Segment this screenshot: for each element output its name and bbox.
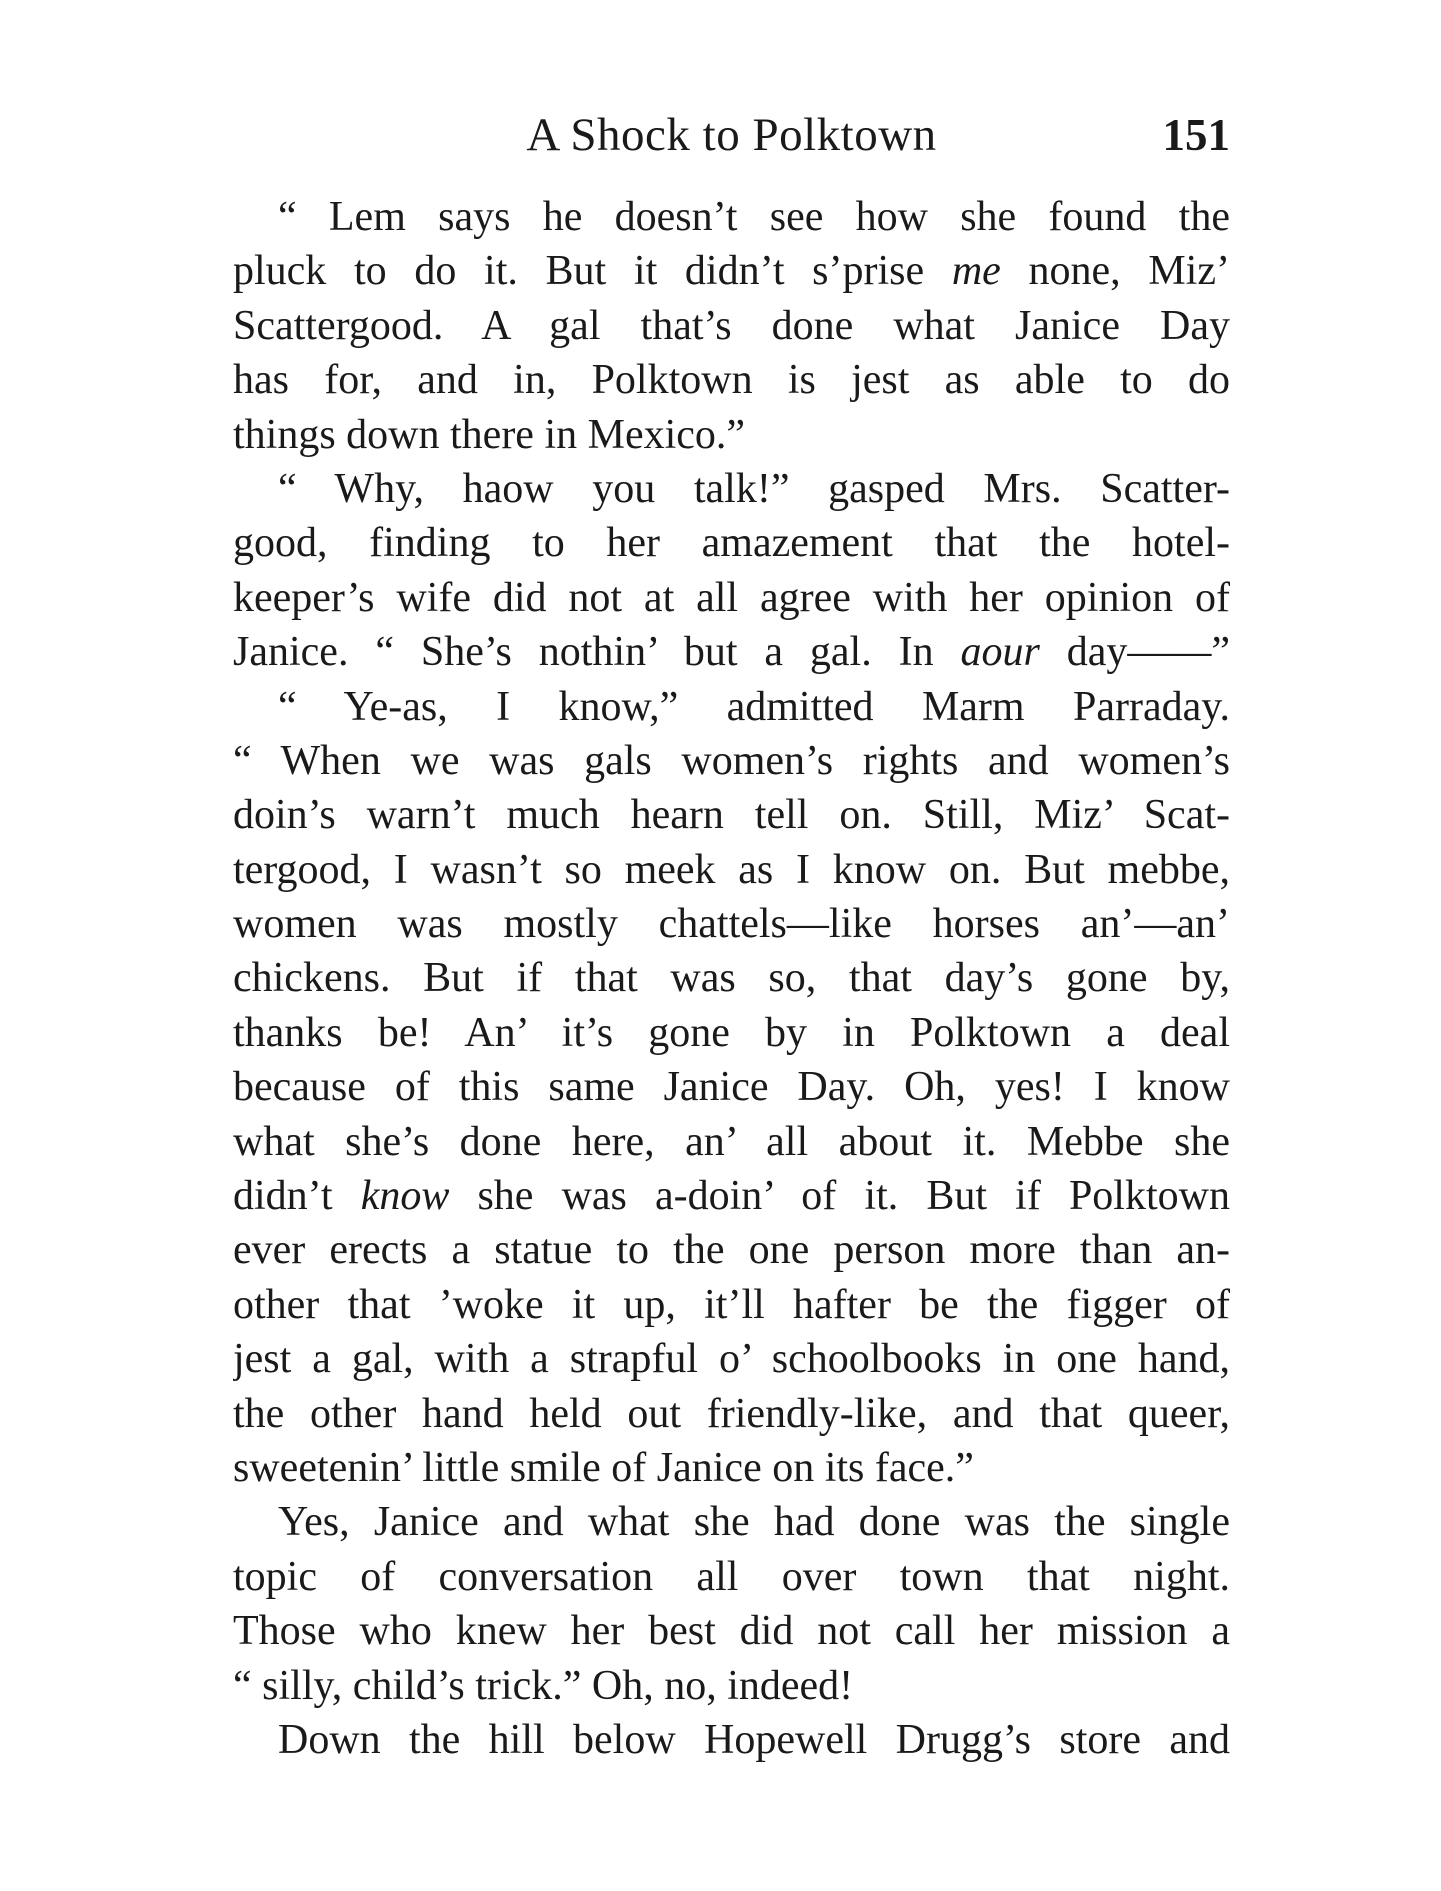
text-line: thanks be! An’ it’s gone by in Polktown a deal [233,1009,1230,1056]
text-line: other that ’woke it up, it’ll hafter be the figger of [233,1281,1230,1328]
text-line: Janice. “ She’s nothin’ but a gal. In aour day——” [233,629,1230,676]
text-line: the other hand held out friendly-like, and that queer, [233,1390,1230,1437]
text-line: Yes, Janice and what she had done was the single [278,1499,1230,1546]
text-line: didn’t know she was a-doin’ of it. But if Polktown [233,1173,1230,1220]
text-line: chickens. But if that was so, that day’s gone by, [233,955,1230,1002]
text-line: “ Why, haow you talk!” gasped Mrs. Scatter- [278,465,1230,512]
text-line: “ When we was gals women’s rights and women’s [233,737,1230,784]
text-line: “ Lem says he doesn’t see how she found the [278,194,1230,240]
text-line: women was mostly chattels—like horses an’—an’ [233,901,1230,948]
text-line: keeper’s wife did not at all agree with her opinion of [233,574,1230,621]
chapter-title: A Shock to Polktown [526,109,937,161]
text-line: Those who knew her best did not call her mission a [233,1608,1230,1655]
paragraph [233,190,1230,462]
text-line: pluck to do it. But it didn’t s’prise me none, Miz’ [233,248,1230,295]
text-line: doin’s warn’t much hearn tell on. Still, Miz’ Scat- [233,792,1230,839]
text-line: sweetenin’ little smile of Janice on its face.” [233,1444,974,1491]
text-line: Down the hill below Hopewell Drugg’s store and [278,1716,1230,1763]
text-line: has for, and in, Polktown is jest as able to do [233,357,1230,404]
text-line: what she’s done here, an’ all about it. Mebbe she [233,1118,1230,1165]
paragraph [233,462,1230,680]
text-line: “ silly, child’s trick.” Oh, no, indeed! [233,1662,854,1709]
text-line: topic of conversation all over town that night. [233,1553,1230,1600]
paragraph [233,680,1230,1496]
text-line: good, finding to her amazement that the hotel- [233,520,1230,567]
text-line: jest a gal, with a strapful o’ schoolbooks in one hand, [233,1336,1230,1383]
text-line: tergood, I wasn’t so meek as I know on. But mebbe, [233,846,1230,893]
page-number: 151 [1162,110,1230,160]
body-text [233,190,1230,1767]
text-line: “ Ye-as, I know,” admitted Marm Parraday. [278,683,1230,730]
text-line: things down there in Mexico.” [233,411,746,458]
text-line: because of this same Janice Day. Oh, yes! I know [233,1064,1230,1111]
paragraph [233,1495,1230,1713]
text-line: ever erects a statue to the one person more than an- [233,1227,1230,1274]
running-head [233,105,1230,165]
text-line: Scattergood. A gal that’s done what Janice Day [233,302,1230,349]
paragraph [233,1713,1230,1767]
